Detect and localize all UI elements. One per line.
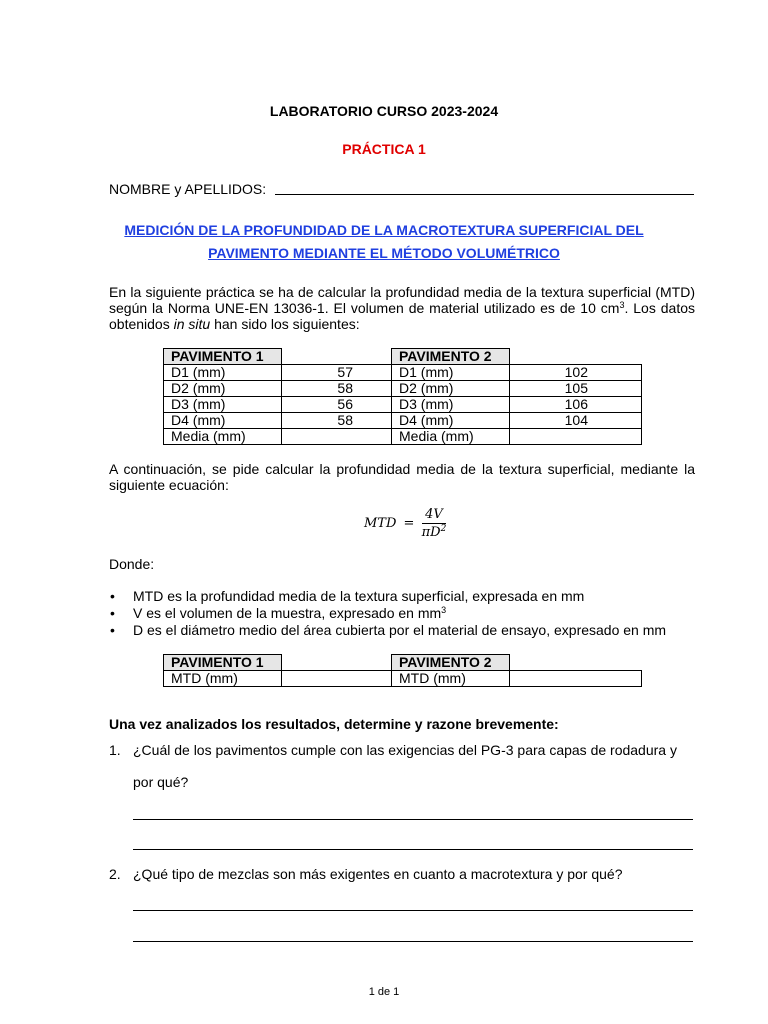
p1-mtd-label: MTD (mm) bbox=[164, 671, 282, 687]
p2-label: D3 (mm) bbox=[392, 397, 510, 413]
name-label: NOMBRE y APELLIDOS: bbox=[109, 181, 267, 197]
question-2-text: ¿Qué tipo de mezclas son más exigentes en cuanto a macrotextura y por qué? bbox=[133, 866, 623, 882]
p2-mtd-label: MTD (mm) bbox=[392, 671, 510, 687]
donde-label: Donde: bbox=[109, 556, 155, 572]
p1-label: D3 (mm) bbox=[164, 397, 282, 413]
pavement-1-header: PAVIMENTO 1 bbox=[164, 349, 282, 365]
formula-lhs: MTD bbox=[364, 516, 397, 531]
intro-superscript: 3 bbox=[619, 300, 625, 310]
intro-line-2 bbox=[109, 300, 695, 316]
list-item-text: V es el volumen de la muestra, expresado en mm bbox=[133, 605, 442, 621]
formula-den-text: πD bbox=[421, 525, 441, 540]
table-spacer bbox=[282, 349, 392, 365]
list-item bbox=[109, 588, 666, 605]
title-line-1: MEDICIÓN DE LA PROFUNDIDAD DE LA MACROTEXTURA SUPERFICIAL DEL bbox=[124, 222, 644, 238]
intro-paragraph bbox=[109, 284, 695, 332]
practice-heading: PRÁCTICA 1 bbox=[342, 141, 426, 157]
mtd-table bbox=[163, 654, 642, 687]
intro-line-2-end: . Los datos bbox=[624, 300, 695, 316]
p2-mtd-value[interactable] bbox=[510, 671, 642, 687]
p2-mean-label: Media (mm) bbox=[392, 429, 510, 445]
question-1-text-cont: por qué? bbox=[133, 774, 189, 790]
p2-label: D1 (mm) bbox=[392, 365, 510, 381]
p2-value[interactable]: 104 bbox=[510, 413, 642, 429]
intro-line-2-text: según la Norma UNE-EN 13036-1. El volumen de material utilizado es de 10 cm bbox=[109, 300, 620, 316]
p1-value[interactable]: 58 bbox=[282, 413, 392, 429]
pavement-2-header: PAVIMENTO 2 bbox=[392, 655, 510, 671]
intro-line-3 bbox=[109, 316, 695, 332]
bullet-icon: • bbox=[110, 622, 115, 638]
bullet-icon: • bbox=[110, 605, 115, 621]
definitions-list bbox=[109, 588, 666, 639]
list-item-superscript: 3 bbox=[441, 605, 447, 615]
continuation-line-2: siguiente ecuación: bbox=[109, 477, 229, 493]
formula-den-exponent: 2 bbox=[440, 524, 447, 534]
table-spacer bbox=[510, 655, 642, 671]
diameters-table bbox=[163, 348, 642, 445]
table-row bbox=[164, 381, 642, 397]
formula-numerator: 4V bbox=[422, 507, 447, 524]
answer-line[interactable] bbox=[133, 849, 693, 850]
continuation-line-1: A continuación, se pide calcular la profundidad media de la textura superficial, mediante la bbox=[109, 461, 695, 477]
table-row-mean bbox=[164, 429, 642, 445]
table-header-row bbox=[164, 349, 642, 365]
p1-value[interactable]: 56 bbox=[282, 397, 392, 413]
formula-equals: = bbox=[403, 516, 415, 531]
table-spacer bbox=[510, 349, 642, 365]
continuation-paragraph bbox=[109, 461, 695, 493]
pavement-1-header: PAVIMENTO 1 bbox=[164, 655, 282, 671]
pavement-2-header: PAVIMENTO 2 bbox=[392, 349, 510, 365]
p1-value[interactable]: 58 bbox=[282, 381, 392, 397]
p2-mean-value[interactable] bbox=[510, 429, 642, 445]
p1-label: D1 (mm) bbox=[164, 365, 282, 381]
p1-label: D2 (mm) bbox=[164, 381, 282, 397]
list-item-text: MTD es la profundidad media de la textura superficial, expresada en mm bbox=[133, 588, 585, 604]
table-row bbox=[164, 397, 642, 413]
intro-line-3-end: han sido los siguientes: bbox=[210, 316, 360, 332]
intro-line-1: En la siguiente práctica se ha de calcular la profundidad media de la textura superficial (MTD) bbox=[109, 284, 695, 300]
answer-line[interactable] bbox=[133, 941, 693, 942]
answer-line[interactable] bbox=[133, 819, 693, 820]
p1-label: D4 (mm) bbox=[164, 413, 282, 429]
title-line-2: PAVIMENTO MEDIANTE EL MÉTODO VOLUMÉTRICO bbox=[208, 245, 560, 261]
bullet-icon: • bbox=[110, 588, 115, 604]
table-row bbox=[164, 413, 642, 429]
p1-mtd-value[interactable] bbox=[282, 671, 392, 687]
list-item bbox=[109, 605, 666, 622]
name-blank-line[interactable] bbox=[275, 194, 694, 195]
table-row bbox=[164, 671, 642, 687]
answer-line[interactable] bbox=[133, 910, 693, 911]
intro-line-3-start: obtenidos bbox=[109, 316, 174, 332]
p2-value[interactable]: 102 bbox=[510, 365, 642, 381]
table-spacer bbox=[282, 655, 392, 671]
formula-fraction bbox=[422, 507, 447, 540]
question-2-number: 2. bbox=[109, 866, 121, 882]
p1-mean-label: Media (mm) bbox=[164, 429, 282, 445]
table-header-row bbox=[164, 655, 642, 671]
p1-value[interactable]: 57 bbox=[282, 365, 392, 381]
list-item-text: D es el diámetro medio del área cubierta por el material de ensayo, expresado en mm bbox=[133, 622, 667, 638]
intro-in-situ: in situ bbox=[173, 316, 211, 332]
p1-mean-value[interactable] bbox=[282, 429, 392, 445]
table-row bbox=[164, 365, 642, 381]
question-1-text: ¿Cuál de los pavimentos cumple con las exigencias del PG-3 para capas de rodadura y bbox=[133, 742, 677, 758]
p2-value[interactable]: 105 bbox=[510, 381, 642, 397]
list-item bbox=[109, 622, 666, 639]
formula-denominator bbox=[422, 524, 447, 540]
course-heading: LABORATORIO CURSO 2023-2024 bbox=[269, 103, 499, 119]
p2-label: D2 (mm) bbox=[392, 381, 510, 397]
mtd-formula bbox=[364, 507, 446, 540]
question-1-number: 1. bbox=[109, 742, 121, 758]
p2-label: D4 (mm) bbox=[392, 413, 510, 429]
page-number: 1 de 1 bbox=[368, 986, 400, 998]
p2-value[interactable]: 106 bbox=[510, 397, 642, 413]
questions-heading: Una vez analizados los resultados, determine y razone brevemente: bbox=[109, 716, 559, 732]
